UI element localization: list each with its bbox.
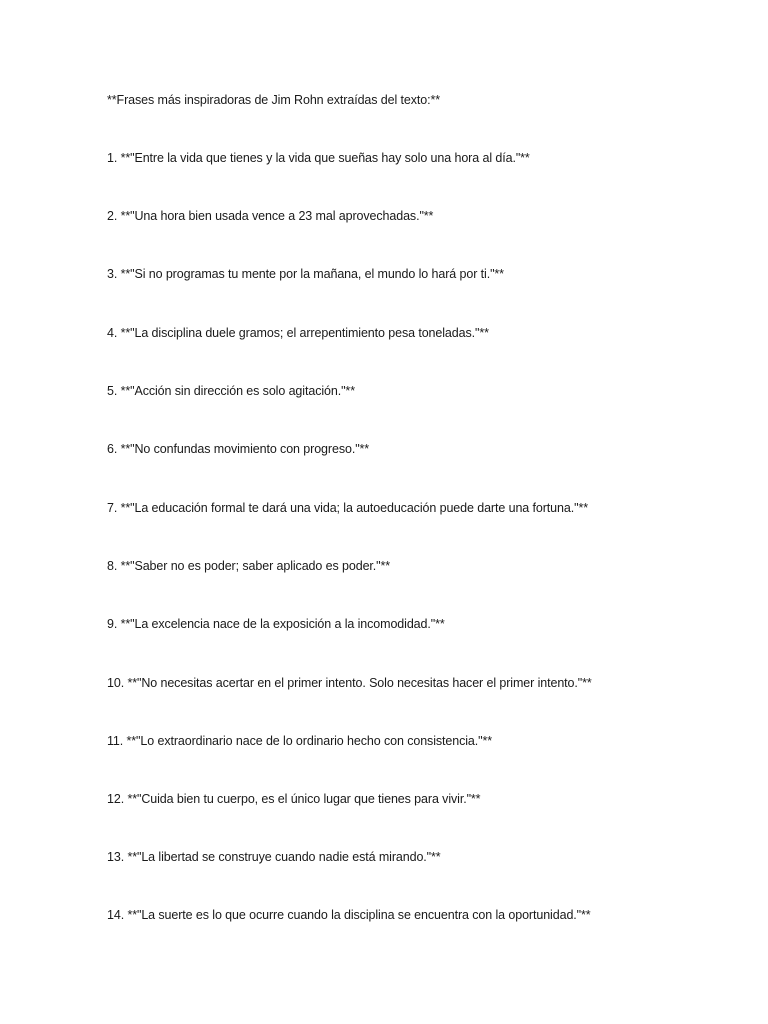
quote-line: 7. **"La educación formal te dará una vida; la autoeducación puede darte una fortuna."** bbox=[107, 501, 588, 515]
quote-line: 9. **"La excelencia nace de la exposición a la incomodidad."** bbox=[107, 617, 445, 631]
quote-line: 4. **"La disciplina duele gramos; el arrepentimiento pesa toneladas."** bbox=[107, 326, 489, 340]
quote-line: 2. **"Una hora bien usada vence a 23 mal aprovechadas."** bbox=[107, 209, 434, 223]
quote-line: 14. **"La suerte es lo que ocurre cuando la disciplina se encuentra con la oportunidad."** bbox=[107, 908, 591, 922]
quote-line: 11. **"Lo extraordinario nace de lo ordinario hecho con consistencia."** bbox=[107, 734, 493, 748]
quote-line: 3. **"Si no programas tu mente por la mañana, el mundo lo hará por ti."** bbox=[107, 267, 504, 281]
quote-line: 13. **"La libertad se construye cuando nadie está mirando."** bbox=[107, 850, 441, 864]
quote-line: 12. **"Cuida bien tu cuerpo, es el único lugar que tienes para vivir."** bbox=[107, 792, 481, 806]
quote-line: 10. **"No necesitas acertar en el primer intento. Solo necesitas hacer el primer intento."** bbox=[107, 676, 592, 690]
quote-line: 1. **"Entre la vida que tienes y la vida que sueñas hay solo una hora al día."** bbox=[107, 151, 530, 165]
document-heading: **Frases más inspiradoras de Jim Rohn extraídas del texto:** bbox=[107, 93, 441, 107]
quote-line: 5. **"Acción sin dirección es solo agitación."** bbox=[107, 384, 355, 398]
quote-line: 8. **"Saber no es poder; saber aplicado es poder."** bbox=[107, 559, 391, 573]
quote-line: 6. **"No confundas movimiento con progreso."** bbox=[107, 442, 370, 456]
